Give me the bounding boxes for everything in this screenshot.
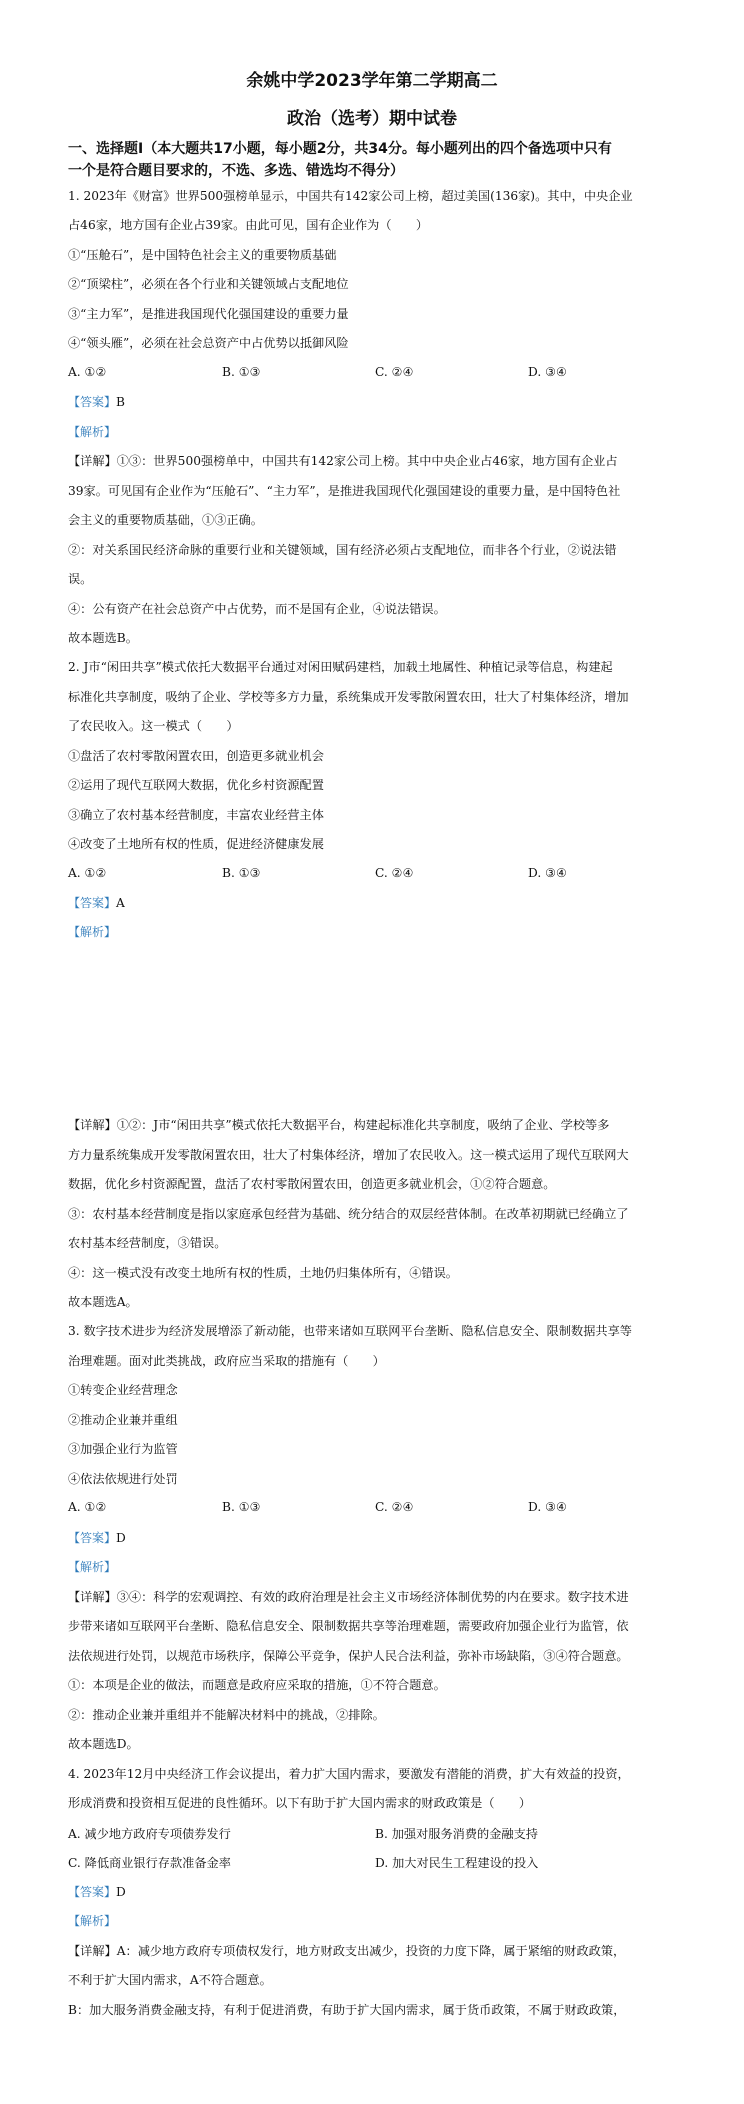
q3-detail-line: 步带来诸如互联网平台垄断、隐私信息安全、限制数据共享等治理难题，需要政府加强企业行为监管，依 [68, 1619, 629, 1633]
q1-stem-line: 占46家，地方国有企业占39家。由此可见，国有企业作为（ ） [68, 218, 429, 232]
q2-detail-line [68, 1117, 609, 1133]
q3-detail-line: ②：推动企业兼并重组并不能解决材料中的挑战，②排除。 [68, 1708, 385, 1722]
q4-detail-line: B：加大服务消费金融支持，有利于促进消费，有助于扩大国内需求，属于货币政策，不属于财政政策， [68, 2003, 626, 2017]
q1-option-b: B. ①③ [222, 365, 261, 379]
q4-detail-line [68, 1943, 625, 1959]
q4-detail-text: A：减少地方政府专项债权发行，地方财政支出减少，投资的力度下降，属于紧缩的财政政策， [116, 1944, 626, 1958]
q4-stem-line: 形成消费和投资相互促进的良性循环。以下有助于扩大国内需求的财政政策是（ ） [68, 1796, 532, 1810]
q2-analysis-tag: 【解析】 [68, 925, 117, 939]
q2-answer [68, 895, 125, 911]
answer-tag: 【答案】 [68, 1531, 117, 1545]
q1-option-d: D. ③④ [528, 365, 567, 379]
q1-answer [68, 394, 125, 410]
q4-answer-value: D [116, 1885, 126, 1899]
q1-item: ③“主力军”，是推进我国现代化强国建设的重要力量 [68, 307, 349, 321]
q3-detail-text: ③④：科学的宏观调控、有效的政府治理是社会主义市场经济体制优势的内在要求。数字技术进 [116, 1590, 629, 1604]
q3-item: ①转变企业经营理念 [68, 1383, 178, 1397]
q3-detail-line [68, 1589, 629, 1605]
q1-detail-line: ②：对关系国民经济命脉的重要行业和关键领域，国有经济必须占支配地位，而非各个行业，②说法错 [68, 543, 617, 557]
q2-item: ④改变了土地所有权的性质，促进经济健康发展 [68, 837, 324, 851]
q2-detail-line: 数据，优化乡村资源配置，盘活了农村零散闲置农田，创造更多就业机会，①②符合题意。 [68, 1177, 556, 1191]
q3-option-d: D. ③④ [528, 1500, 567, 1514]
q3-option-b: B. ①③ [222, 1500, 261, 1514]
q2-option-d: D. ③④ [528, 866, 567, 880]
answer-tag: 【答案】 [68, 1885, 117, 1899]
q3-answer-value: D [116, 1531, 126, 1545]
exam-title-subject: 政治（选考）期中试卷 [287, 109, 457, 129]
q4-option-c: C. 降低商业银行存款准备金率 [68, 1856, 231, 1870]
q1-option-a: A. ①② [68, 365, 107, 379]
q4-option-a: A. 减少地方政府专项债券发行 [68, 1827, 231, 1841]
q2-detail-line: ③：农村基本经营制度是指以家庭承包经营为基础、统分结合的双层经营体制。在改革初期就已经确立了 [68, 1207, 629, 1221]
q1-detail-line: 39家。可见国有企业作为“压舱石”、“主力军”，是推进我国现代化强国建设的重要力量，是中国特色社 [68, 484, 621, 498]
q2-detail-text: ①②：J市“闲田共享”模式依托大数据平台，构建起标准化共享制度，吸纳了企业、学校等多 [116, 1118, 610, 1132]
q1-stem-line: 1. 2023年《财富》世界500强榜单显示，中国共有142家公司上榜，超过美国(136家)。其中，中央企业 [68, 189, 633, 203]
q3-detail-line: ①：本项是企业的做法，而题意是政府应采取的措施，①不符合题意。 [68, 1678, 446, 1692]
q1-detail-line: 故本题选B。 [68, 631, 138, 645]
q2-detail-line: 故本题选A。 [68, 1295, 138, 1309]
q1-item: ②“顶梁柱”，必须在各个行业和关键领域占支配地位 [68, 277, 349, 291]
q2-detail-line: ④：这一模式没有改变土地所有权的性质，土地仍归集体所有，④错误。 [68, 1266, 458, 1280]
q2-stem-line: 2. J市“闲田共享”模式依托大数据平台通过对闲田赋码建档，加载土地属性、种植记录等信息，构建起 [68, 660, 613, 674]
q3-item: ③加强企业行为监管 [68, 1442, 178, 1456]
q2-option-a: A. ①② [68, 866, 107, 880]
q2-item: ②运用了现代互联网大数据，优化乡村资源配置 [68, 778, 324, 792]
q3-answer [68, 1530, 126, 1546]
answer-tag: 【答案】 [68, 395, 117, 409]
q1-analysis-tag: 【解析】 [68, 425, 117, 439]
exam-title-school: 余姚中学2023学年第二学期高二 [246, 71, 498, 91]
q2-answer-value: A [116, 896, 125, 910]
q4-detail-line: 不利于扩大国内需求，A不符合题意。 [68, 1973, 272, 1987]
q4-stem-line: 4. 2023年12月中央经济工作会议提出，着力扩大国内需求，要激发有潜能的消费，扩大有效益的投资， [68, 1767, 630, 1781]
detail-tag: 【详解】 [68, 1118, 117, 1132]
q3-item: ④依法依规进行处罚 [68, 1472, 178, 1486]
q2-detail-line: 农村基本经营制度，③错误。 [68, 1236, 227, 1250]
q1-detail-line: 会主义的重要物质基础，①③正确。 [68, 513, 263, 527]
q1-detail-text: ①③：世界500强榜单中，中国共有142家公司上榜。其中中央企业占46家，地方国有企业占 [116, 454, 618, 468]
q2-item: ①盘活了农村零散闲置农田，创造更多就业机会 [68, 749, 324, 763]
q4-answer [68, 1884, 126, 1900]
q1-detail-line: ④：公有资产在社会总资产中占优势，而不是国有企业，④说法错误。 [68, 602, 446, 616]
q4-analysis-tag: 【解析】 [68, 1914, 117, 1928]
section-header-line2: 一个是符合题目要求的，不选、多选、错选均不得分） [68, 163, 404, 179]
q2-option-b: B. ①③ [222, 866, 261, 880]
q1-detail-line: 误。 [68, 572, 93, 586]
q3-option-c: C. ②④ [375, 1500, 414, 1514]
q3-item: ②推动企业兼并重组 [68, 1413, 178, 1427]
q2-stem-line: 了农民收入。这一模式（ ） [68, 719, 239, 733]
q4-option-b: B. 加强对服务消费的金融支持 [375, 1827, 538, 1841]
q2-stem-line: 标准化共享制度，吸纳了企业、学校等多方力量，系统集成开发零散闲置农田，壮大了村集体经济，增加 [68, 690, 629, 704]
q1-item: ④“领头雁”，必须在社会总资产中占优势以抵御风险 [68, 336, 349, 350]
q1-item: ①“压舱石”，是中国特色社会主义的重要物质基础 [68, 248, 337, 262]
section-header-line1: 一、选择题Ⅰ（本大题共17小题，每小题2分，共34分。每小题列出的四个备选项中只有 [68, 141, 612, 157]
q3-stem-line: 3. 数字技术进步为经济发展增添了新动能，也带来诸如互联网平台垄断、隐私信息安全、限制数据共享等 [68, 1324, 632, 1338]
q2-detail-line: 方力量系统集成开发零散闲置农田，壮大了村集体经济，增加了农民收入。这一模式运用了现代互联网大 [68, 1148, 629, 1162]
detail-tag: 【详解】 [68, 1944, 117, 1958]
q1-option-c: C. ②④ [375, 365, 414, 379]
q3-option-a: A. ①② [68, 1500, 107, 1514]
q3-analysis-tag: 【解析】 [68, 1560, 117, 1574]
answer-tag: 【答案】 [68, 896, 117, 910]
q3-detail-line: 法依规进行处罚，以规范市场秩序，保障公平竞争，保护人民合法利益，弥补市场缺陷，③④符合题意。 [68, 1649, 629, 1663]
detail-tag: 【详解】 [68, 1590, 117, 1604]
q1-answer-value: B [116, 395, 125, 409]
q4-option-d: D. 加大对民生工程建设的投入 [375, 1856, 539, 1870]
detail-tag: 【详解】 [68, 454, 117, 468]
q1-detail-line [68, 453, 618, 469]
q2-item: ③确立了农村基本经营制度，丰富农业经营主体 [68, 808, 324, 822]
q2-option-c: C. ②④ [375, 866, 414, 880]
q3-stem-line: 治理难题。面对此类挑战，政府应当采取的措施有（ ） [68, 1354, 385, 1368]
q3-detail-line: 故本题选D。 [68, 1737, 139, 1751]
